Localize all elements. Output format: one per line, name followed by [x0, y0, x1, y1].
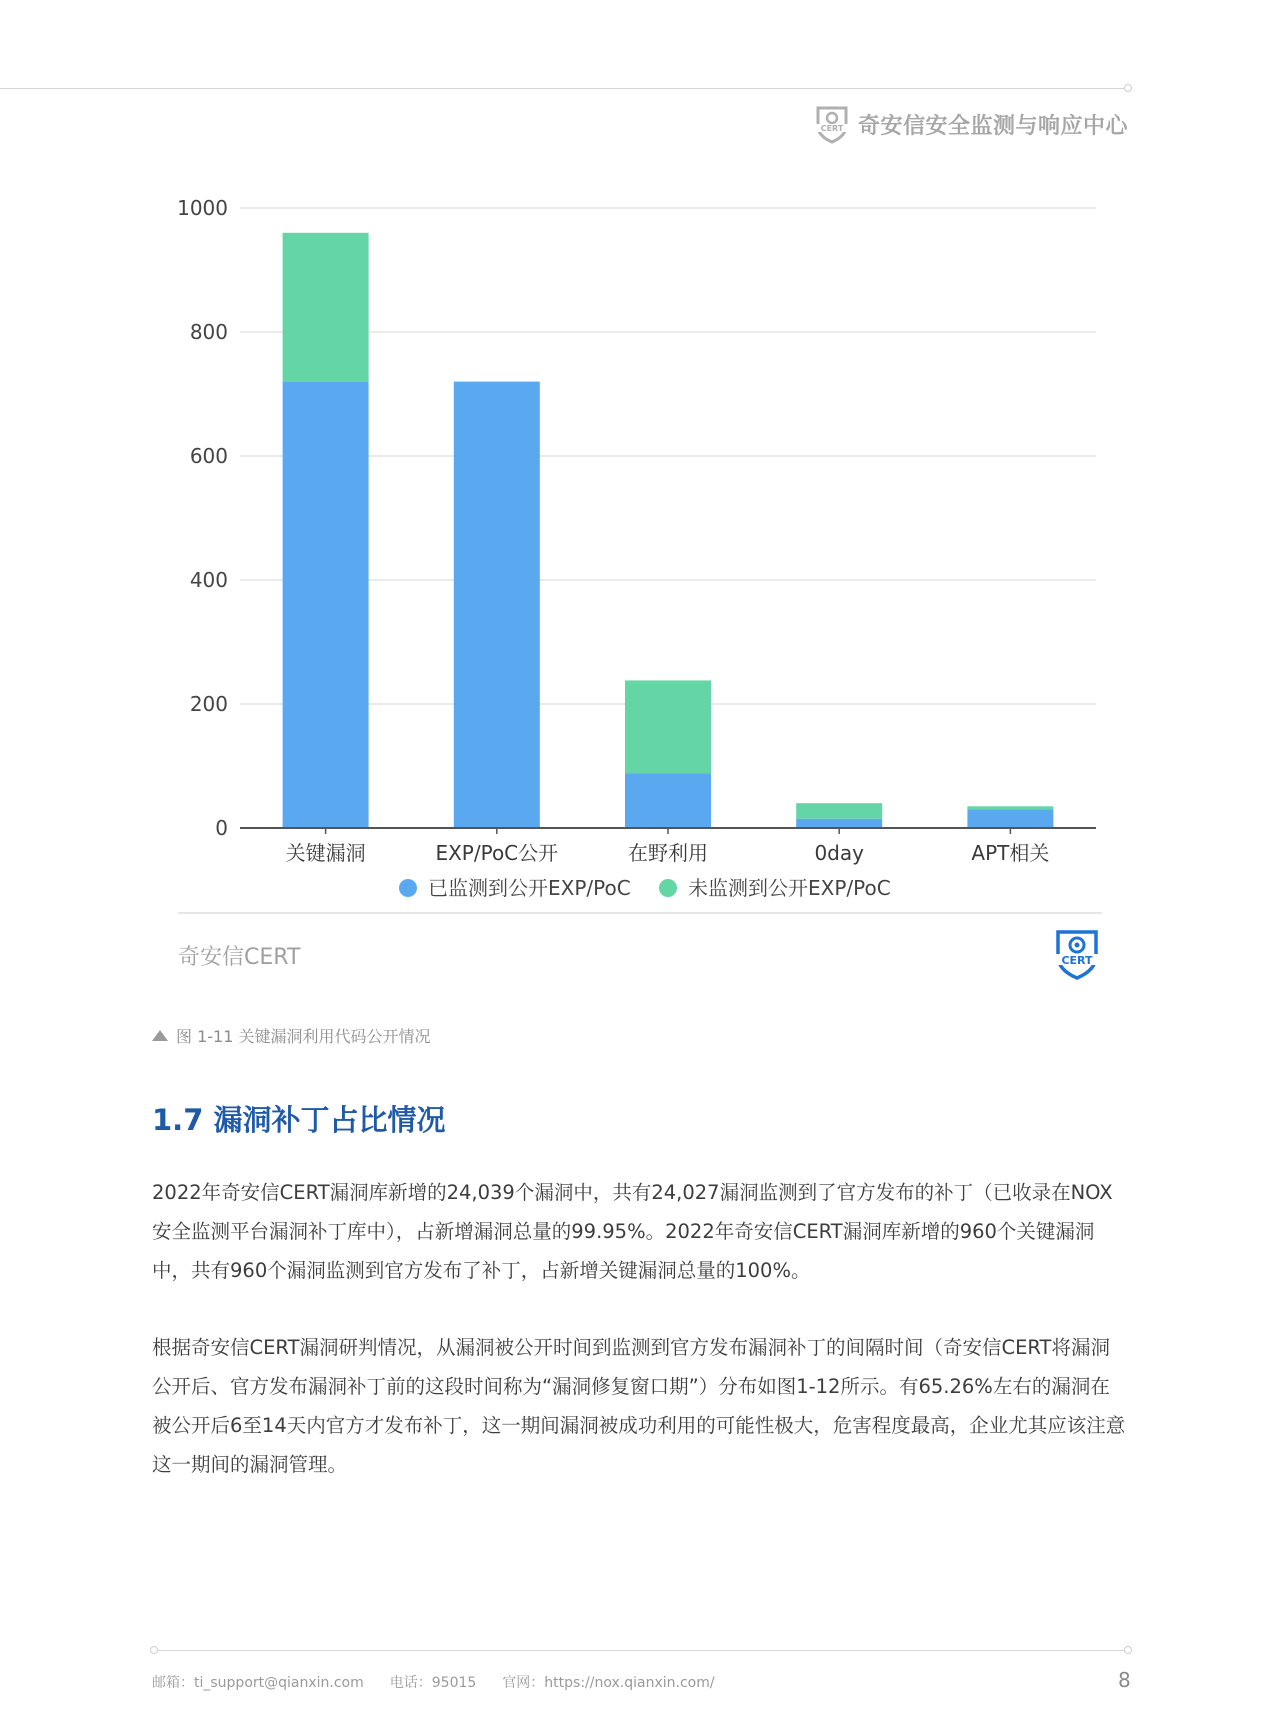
triangle-icon — [152, 1030, 168, 1041]
figure-logo — [1052, 928, 1102, 984]
page-footer — [152, 1672, 715, 1692]
y-tick-label: 200 — [189, 692, 228, 716]
x-tick-label: EXP/PoC公开 — [435, 841, 559, 865]
paragraph-2: 根据奇安信CERT漏洞研判情况，从漏洞被公开时间到监测到官方发布漏洞补丁的间隔时间（奇安信CERT将漏洞公开后、官方发布漏洞补丁前的这段时间称为“漏洞修复窗口期”）分布如图1-12所示。有65.26%左右的漏洞在被公开后6至14天内官方才发布补丁，这一期间漏洞被成功利用的可能性极大，危害程度最高，企业尤其应该注意这一期间的漏洞管理。 — [152, 1336, 1126, 1476]
footer-phone: 电话：95015 — [389, 1675, 477, 1691]
x-tick-label: 关键漏洞 — [285, 841, 366, 865]
top-rule-end-dot — [1124, 84, 1132, 92]
footer-website: 官网：https://nox.qianxin.com/ — [502, 1675, 715, 1691]
figure-separator — [178, 912, 1102, 914]
bar-segment — [967, 809, 1053, 828]
bottom-rule-right-dot — [1124, 1646, 1132, 1654]
figure-source: 奇安信CERT — [178, 945, 301, 970]
x-tick-label: 在野利用 — [628, 841, 708, 865]
bottom-rule-left-dot — [150, 1646, 158, 1654]
svg-text:CERT: CERT — [1061, 954, 1093, 967]
y-tick-label: 600 — [189, 444, 228, 468]
page-number: 8 — [1118, 1668, 1131, 1692]
x-tick-label: APT相关 — [971, 841, 1050, 865]
bar-segment — [796, 819, 882, 828]
bottom-rule — [154, 1650, 1128, 1651]
bar-segment — [625, 680, 711, 773]
paragraph-1: 2022年奇安信CERT漏洞库新增的24,039个漏洞中，共有24,027漏洞监测到了官方发布的补丁（已收录在NOX安全监测平台漏洞补丁库中），占新增漏洞总量的99.95%。2022年奇安信CERT漏洞库新增的960个关键漏洞中，共有960个漏洞监测到官方发布了补丁，占新增关键漏洞总量的100%。 — [152, 1181, 1113, 1282]
legend-label: 未监测到公开EXP/PoC — [688, 876, 891, 900]
bar-segment — [283, 382, 369, 828]
cert-shield-icon — [812, 104, 852, 144]
footer-email: 邮箱：ti_support@qianxin.com — [152, 1675, 364, 1691]
bar-segment — [454, 382, 540, 828]
legend-marker — [659, 879, 677, 897]
y-tick-label: 0 — [215, 816, 228, 840]
y-tick-label: 1000 — [177, 196, 228, 220]
legend-marker — [399, 879, 417, 897]
bar-segment — [283, 233, 369, 382]
cert-shield-icon — [1052, 928, 1102, 980]
x-tick-label: 0day — [814, 841, 864, 865]
section-title: 1.7 漏洞补丁占比情况 — [152, 1103, 446, 1137]
figure-caption — [152, 1024, 431, 1047]
stacked-bar-chart — [160, 180, 1120, 920]
figure-caption-text: 图 1-11 关键漏洞利用代码公开情况 — [176, 1027, 431, 1046]
header-brand — [812, 104, 1128, 144]
y-tick-label: 800 — [189, 320, 228, 344]
top-rule — [0, 88, 1128, 89]
svg-text:CERT: CERT — [820, 124, 844, 133]
header-brand-text: 奇安信安全监测与响应中心 — [857, 113, 1128, 139]
bar-segment — [796, 803, 882, 819]
bar-segment — [967, 806, 1053, 809]
legend-label: 已监测到公开EXP/PoC — [428, 876, 631, 900]
y-tick-label: 400 — [189, 568, 228, 592]
bar-segment — [625, 773, 711, 828]
chart-svg — [160, 180, 1120, 920]
